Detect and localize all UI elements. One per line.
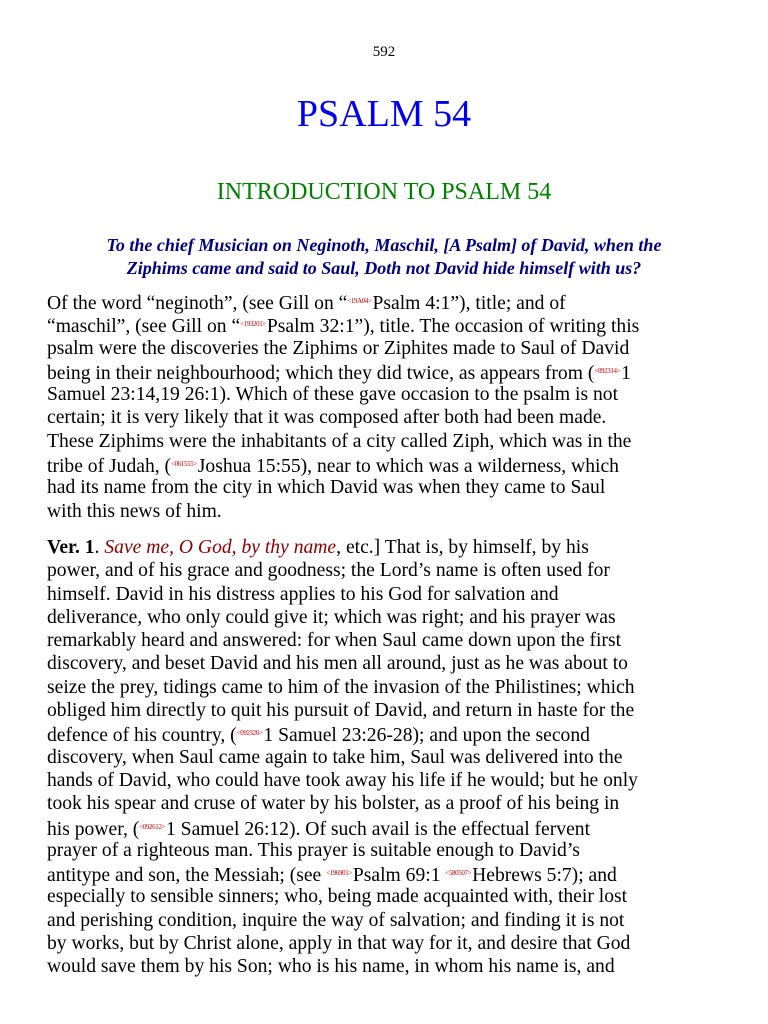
text-run: . [94,537,105,558]
text-line: with this news of him. [47,500,222,522]
text-run: “maschil”, (see Gill on “ [47,316,241,338]
text-run: 1 Samuel 26:12). Of such avail is the effectual fervent [165,818,591,840]
text-line: especially to sensible sinners; who, being made acquainted with, their lost [47,886,628,908]
verse-commentary-paragraph [47,536,638,979]
scripture-ref-link[interactable]: <092612> [139,822,165,831]
text-line [47,536,638,559]
text-line: power, and of his grace and goodness; the Lord’s name is often used for [47,560,610,582]
text-line [47,722,638,745]
scripture-ref-link[interactable]: <061555> [171,460,197,469]
text-line: discovery, and beset David and his men all around, just as he was about to [47,653,628,675]
page-title: PSALM 54 [296,93,472,135]
text-line: remarkably heard and answered: for when Saul came down upon the first [47,630,622,652]
text-line: certain; it is very likely that it was composed after both had been made. [47,407,607,429]
scripture-ref-link[interactable]: <19A04> [347,297,372,305]
scripture-ref-link[interactable]: <196901> [326,869,352,878]
text-run: antitype and son, the Messiah; (see [47,865,327,887]
text-run: Hebrews 5:7); and [472,865,617,887]
text-line: seize the prey, tidings came to him of the invasion of the Philistines; which [47,676,635,698]
text-line: deliverance, who only could give it; which was right; and his prayer was [47,606,616,628]
text-line: prayer of a righteous man. This prayer is suitable enough to David’s [47,839,580,861]
text-run: his power, ( [47,818,140,840]
text-line: by works, but by Christ alone, apply in that way for it, and desire that God [47,933,631,955]
text-line: took his spear and cruse of water by his bolster, as a proof of his being in [47,793,620,815]
verse-label: Ver. 1 [47,537,95,558]
text-line: Samuel 23:14,19 26:1). Which of these gave occasion to the psalm is not [47,384,619,406]
verse-quote: Save me, O God, by thy name [104,537,337,558]
text-run: Psalm 4:1”), title; and of [372,293,566,314]
text-line [47,313,639,336]
text-line: himself. David in his distress applies to his God for salvation and [47,583,559,605]
text-line [47,453,639,476]
text-line: would save them by his Son; who is his name, in whom his name is, and [47,956,615,978]
text-line: and perishing condition, inquire the way of salvation; and finding it is not [47,909,625,931]
section-heading: INTRODUCTION TO PSALM 54 [216,179,552,205]
scripture-ref-link[interactable]: <580507> [445,869,472,878]
text-run: Psalm 69:1 [352,865,446,887]
superscription-line: Ziphims came and said to Saul, Doth not David hide himself with us? [126,258,642,278]
text-run: defence of his country, ( [47,725,237,747]
text-line: These Ziphims were the inhabitants of a city called Ziph, which was in the [47,430,632,452]
text-run: being in their neighbourhood; which they did twice, as appears from ( [47,362,595,384]
intro-paragraph [47,290,639,523]
superscription-line: To the chief Musician on Neginoth, Maschil, [A Psalm] of David, when the [106,235,662,255]
psalm-superscription [46,234,722,280]
text-run: Joshua 15:55), near to which was a wilderness, which [197,456,619,478]
text-line: psalm were the discoveries the Ziphims or Ziphites made to Saul of David [47,337,630,359]
text-line: hands of David, who could have took away his life if he would; but he only [47,769,638,791]
text-run: 1 Samuel 23:26-28); and upon the second [263,725,590,747]
text-line [47,862,638,885]
text-run: Of the word “neginoth”, (see Gill on “ [47,293,348,314]
text-line [47,360,639,383]
text-run: 1 [621,362,631,384]
scripture-ref-link[interactable]: <193201> [240,320,266,329]
scripture-ref-link[interactable]: <092326> [236,729,263,738]
text-run: , etc.] That is, by himself, by his [336,537,589,558]
page-number: 592 [372,44,396,60]
text-line: had its name from the city in which David was when they came to Saul [47,477,606,499]
text-line [47,816,638,839]
scripture-ref-link[interactable]: <092314> [594,366,621,375]
text-line [47,290,639,313]
text-run: Psalm 32:1”), title. The occasion of writing this [266,316,640,338]
text-run: tribe of Judah, ( [47,456,172,478]
text-line: obliged him directly to quit his pursuit of David, and return in haste for the [47,700,635,722]
text-line: discovery, when Saul came again to take him, Saul was delivered into the [47,746,623,768]
